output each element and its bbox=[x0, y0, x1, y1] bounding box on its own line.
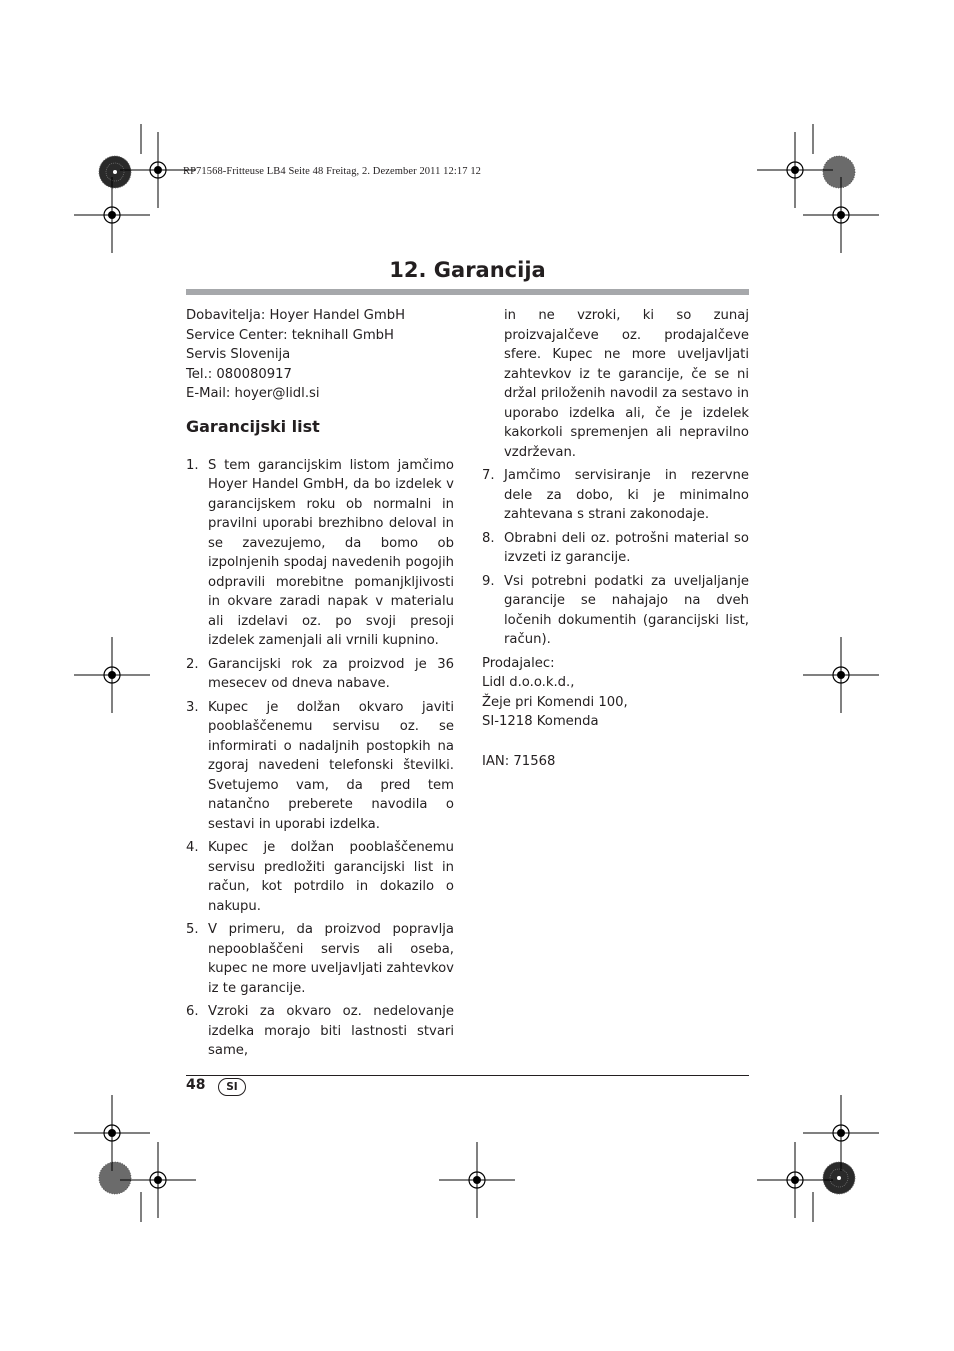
list-item bbox=[482, 529, 749, 568]
page-title: 12. Garancija bbox=[389, 258, 546, 282]
language-badge: SI bbox=[218, 1078, 246, 1096]
list-item-text: V primeru, da proizvod popravlja nepooblaščeni servis ali oseba, kupec ne more uveljavljati zahtevkov iz te garancije. bbox=[208, 922, 454, 996]
right-column bbox=[482, 306, 749, 771]
list-item-number: 3. bbox=[186, 699, 199, 715]
list-item-number: 7. bbox=[482, 468, 495, 483]
list-item-text: Garancijski rok za proizvod je 36 mesecev od dneva nabave. bbox=[208, 656, 454, 691]
list-item bbox=[186, 1002, 454, 1061]
list-item-text: S tem garancijskim listom jamčimo Hoyer Handel GmbH, da bo izdelek v garancijskem roku ob normalni in pravilni uporabi brezhibno deloval in se zavezujemo, da bomo ob izpolnjenih spodaj navedenih pogojih odpravili morebitne pomanjkljivosti in okvare zaradi napak v materialu ali izdelavi oz. po svoji presoji izdelek zamenjali ali vrnili kupnino. bbox=[208, 457, 454, 648]
list-item bbox=[186, 920, 454, 998]
list-item bbox=[186, 456, 454, 651]
list-item-text: Jamčimo servisiranje in rezervne dele za dobo, ki je minimalno zahtevana s strani zakonodaje. bbox=[504, 468, 749, 522]
list-item-number: 6. bbox=[186, 1004, 199, 1019]
list-item-text: Vsi potrebni podatki za uveljaljanje garancije se nahajajo na dveh ločenih dokumentih (garancijski list, račun). bbox=[504, 573, 749, 647]
list-item bbox=[186, 698, 454, 835]
warranty-list-continued bbox=[482, 466, 749, 650]
list-item-number: 4. bbox=[186, 840, 199, 855]
list-item-continuation: in ne vzroki, ki so zunaj proizvajalčeve oz. prodajalčeve sfere. Kupec ne more uveljavljati zahtevkov iz te garancije, če se ni držal priloženih navodil za sestavo in uporabo izdelka ali, če je izdelek kakorkoli spremenjen ali nepravilno vzdrževan. bbox=[504, 308, 749, 460]
supplier-line: Service Center: teknihall GmbH bbox=[186, 327, 394, 343]
list-item-number: 5. bbox=[186, 922, 199, 937]
ian-number: IAN: 71568 bbox=[482, 753, 556, 769]
list-item-number: 2. bbox=[186, 656, 199, 672]
page-number: 48 bbox=[186, 1077, 206, 1093]
list-item-text: Obrabni deli oz. potrošni material so izvzeti iz garancije. bbox=[504, 530, 749, 565]
list-item-text: Vzroki za okvaro oz. nedelovanje izdelka morajo biti lastnosti stvari same, bbox=[208, 1004, 454, 1058]
list-item-text: Kupec je dolžan okvaro javiti pooblaščenemu servisu oz. se informirati o nadaljnih postopkih na zgoraj navedeni telefonski številki. Svetujemo vam, da pred tem natančno preberete navodila o sestavi in uporabi izdelka. bbox=[208, 699, 454, 832]
list-item-text: Kupec je dolžan pooblaščenemu servisu predložiti garancijski list in račun, kot potrdilo in dokazilo o nakupu. bbox=[208, 840, 454, 914]
seller-line: Žeje pri Komendi 100, bbox=[482, 694, 628, 710]
supplier-line: Tel.: 080080917 bbox=[186, 366, 292, 382]
supplier-email: E-Mail: hoyer@lidl.si bbox=[186, 386, 320, 401]
list-item-number: 8. bbox=[482, 530, 495, 546]
list-item-number: 1. bbox=[186, 457, 199, 473]
supplier-line: Servis Slovenija bbox=[186, 347, 291, 362]
supplier-line: Dobavitelja: Hoyer Handel GmbH bbox=[186, 308, 406, 323]
list-item bbox=[482, 572, 749, 650]
left-column bbox=[186, 306, 454, 1065]
list-item bbox=[186, 655, 454, 694]
footer-divider bbox=[186, 1075, 749, 1076]
list-item bbox=[482, 466, 749, 525]
section-heading: Garancijski list bbox=[186, 416, 320, 436]
list-item-number: 9. bbox=[482, 573, 495, 589]
seller-label: Prodajalec: bbox=[482, 655, 555, 671]
seller-line: SI-1218 Komenda bbox=[482, 714, 599, 729]
warranty-list bbox=[186, 456, 454, 1061]
seller-line: Lidl d.o.o.k.d., bbox=[482, 675, 575, 690]
title-underline-bar bbox=[186, 289, 749, 295]
print-info-header: RP71568-Fritteuse LB4 Seite 48 Freitag, 2. Dezember 2011 12:17 12 bbox=[183, 166, 482, 177]
list-item bbox=[186, 838, 454, 916]
